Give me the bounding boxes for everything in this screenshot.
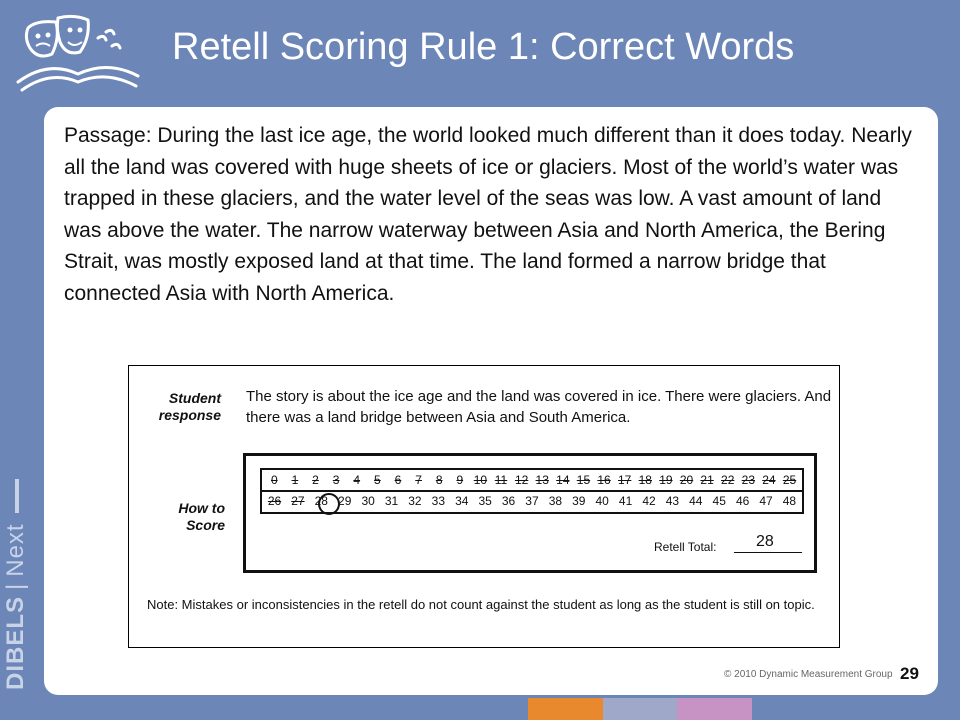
count-number: 23 [741,473,755,487]
slide-title: Retell Scoring Rule 1: Correct Words [172,26,795,68]
count-number: 14 [556,473,570,487]
footer-color-segment [528,698,602,720]
count-number: 3 [332,473,340,487]
retell-example-figure [128,365,840,648]
footer-color-segment [677,698,751,720]
count-number: 48 [782,494,797,508]
count-number: 4 [353,473,361,487]
how-to-score-label: How to Score [178,500,225,533]
footer-color-segment [752,698,826,720]
count-number: 34 [455,494,469,508]
count-number: 11 [494,473,508,487]
count-number: 45 [712,494,726,508]
count-number: 5 [374,473,381,487]
retell-total-value: 28 [756,533,774,550]
side-brand [2,479,30,690]
count-number: 8 [435,473,443,487]
count-number-circled: 28 [314,494,328,508]
count-number: 36 [501,494,516,508]
count-number: 17 [617,473,632,487]
count-number: 46 [735,494,750,508]
count-number: 10 [473,473,488,487]
grid-divider [262,490,802,492]
retell-total-label: Retell Total: [654,540,717,554]
note-text: Note: Mistakes or inconsistencies in the retell do not count against the student as long as the student is still on topic. [147,597,815,612]
count-number: 35 [478,494,492,508]
count-number: 2 [312,473,319,487]
count-number: 21 [700,473,714,487]
count-number: 24 [762,473,776,487]
count-number: 20 [679,473,694,487]
retell-total-line [734,552,802,553]
count-number: 39 [572,494,586,508]
student-response-label: Student response [158,390,221,423]
count-number: 19 [659,473,673,487]
count-number: 13 [535,473,549,487]
count-number: 33 [431,494,446,508]
count-number: 16 [597,473,611,487]
copyright: © 2010 Dynamic Measurement Group [724,669,893,680]
student-response-text: The story is about the ice age and the land was covered in ice. There were glaciers. And there was a land bridge between Asia and South America. [246,388,832,426]
count-number: 22 [721,473,735,487]
count-number: 30 [361,494,375,508]
passage-text: Passage: During the last ice age, the world looked much different than it does today. Nearly all the land was covered with huge sheets of ice or glaciers. Most of the world’s water was trapped in these glaciers, and the water level of the seas was low. A vast amount of land was above the water. The narrow waterway between Asia and North America, the Bering Strait, was mostly exposed land at that time. The land formed a narrow bridge that connected Asia with North America. [64,124,912,305]
masks-book-logo-icon [8,8,158,98]
count-number: 26 [267,494,282,508]
page-number: 29 [900,664,919,683]
count-row-2 [264,494,800,508]
count-row-1 [264,473,800,487]
count-number: 0 [270,473,278,487]
count-number: 9 [456,473,464,487]
count-number: 31 [384,494,399,508]
count-number: 42 [642,494,656,508]
score-box [243,453,817,573]
count-number: 43 [665,494,680,508]
count-number: 6 [394,473,402,487]
count-number: 15 [576,473,591,487]
count-number: 29 [338,494,352,508]
count-number: 40 [595,494,609,508]
count-number: 27 [291,494,305,508]
brand-right: Next [2,523,29,577]
count-number: 1 [291,473,299,487]
brand-separator: | [2,582,29,590]
count-number: 32 [408,494,422,508]
circle-mark [318,493,340,515]
brand-left: DIBELS [2,595,29,690]
count-number: 37 [525,494,539,508]
count-number: 44 [689,494,703,508]
footer-color-segment [603,698,677,720]
count-number: 38 [548,494,563,508]
count-number: 18 [638,473,652,487]
brand-rule [15,479,19,513]
footer-color-bar [454,698,826,720]
footer-color-segment [454,698,528,720]
count-number: 7 [415,473,422,487]
word-count-grid [260,468,804,514]
count-number: 47 [759,494,773,508]
count-number: 25 [782,473,797,487]
count-number: 12 [514,473,529,487]
count-number: 41 [618,494,633,508]
